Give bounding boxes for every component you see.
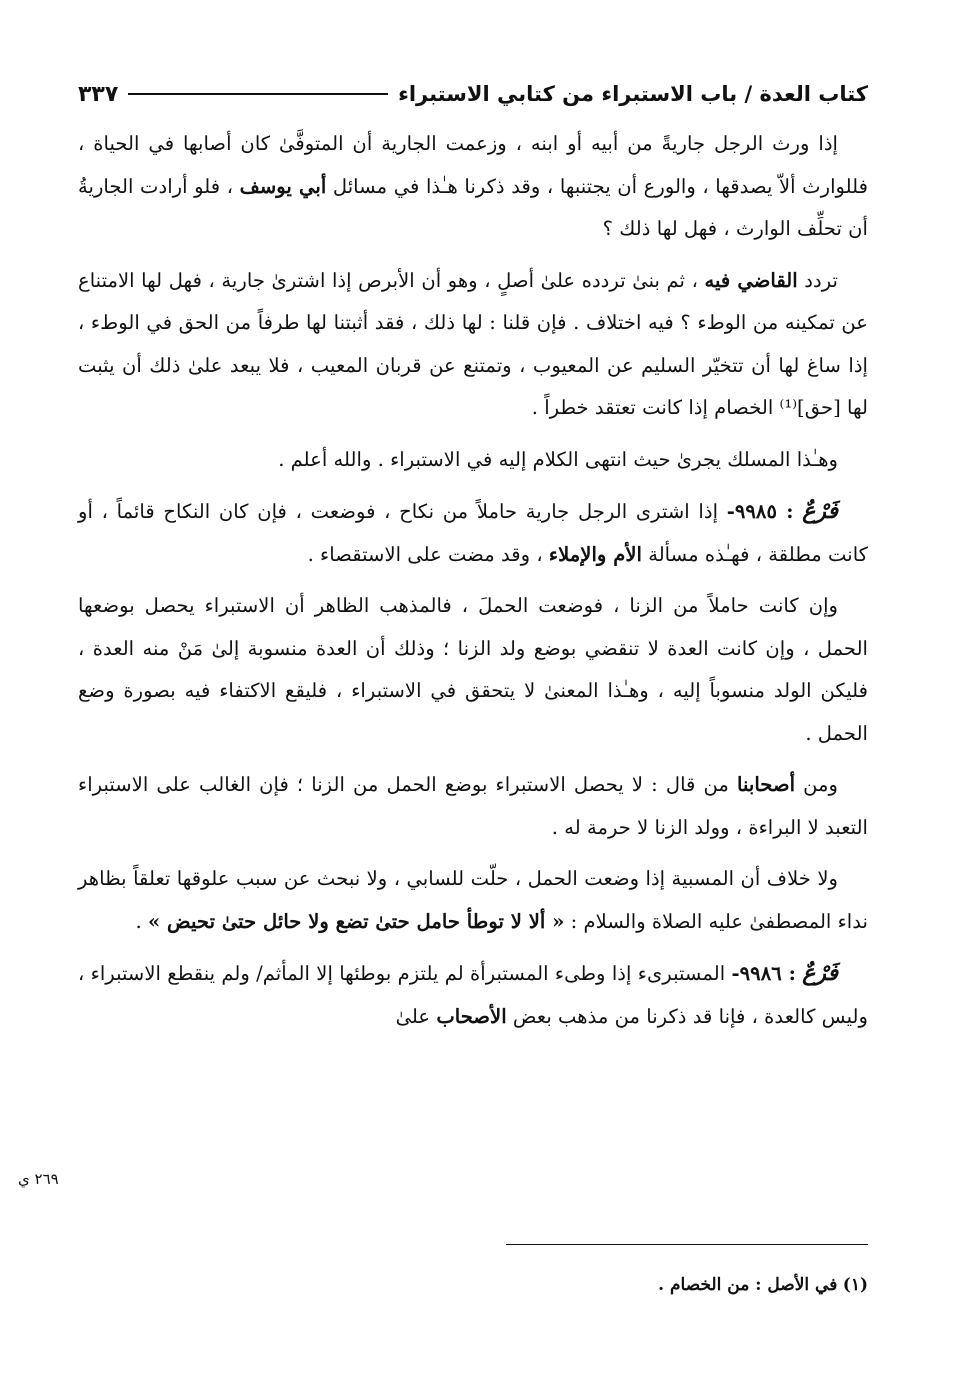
paragraph-8-end: علىٰ xyxy=(395,1004,431,1028)
paragraph-7-end: . xyxy=(135,909,142,933)
paragraph-4-bold: الأم والإملاء xyxy=(548,542,642,566)
footnote-text: في الأصل : من الخصام . xyxy=(658,1275,838,1295)
paragraph-2 xyxy=(78,260,868,430)
footnote xyxy=(658,1275,868,1295)
far-label: فَرْعٌ xyxy=(802,498,838,524)
paragraph-7 xyxy=(78,858,868,943)
far-label: فَرْعٌ xyxy=(802,960,839,986)
paragraph-1-text: إذا ورث الرجل جاريةً من أبيه أو ابنه ، وزعمت الجارية أن المتوفَّىٰ كان أصابها في الحياة ، فللوارث ألاّ يصدقها ، والورع أن يجتنبها ، وقد ذكرنا هـٰذا في مسائل xyxy=(78,132,868,198)
paragraph-1-end: ، فلو أرادت الجاريةُ أن تحلِّف الوارث ، فهل لها ذلك ؟ xyxy=(78,174,868,240)
paragraph-6 xyxy=(78,764,868,849)
paragraph-6-start: ومن xyxy=(803,773,839,796)
paragraph-2-bold: القاضي فيه xyxy=(704,268,798,292)
page-number: ٣٣٧ xyxy=(78,81,119,107)
header-rule xyxy=(128,93,388,95)
paragraph-4 xyxy=(78,490,868,576)
paragraph-1 xyxy=(78,123,868,251)
main-text xyxy=(78,123,868,1038)
paragraph-3-text: وهـٰذا المسلك يجرىٰ حيث انتهى الكلام إليه في الاستبراء . والله أعلم . xyxy=(278,447,838,471)
footnote-rule xyxy=(506,1244,868,1245)
paragraph-8-bold: الأصحاب xyxy=(436,1004,507,1028)
paragraph-4-text: إذا اشترى الرجل جارية حاملاً من نكاح ، فوضعت ، فإن كان النكاح قائماً ، أو كانت مطلقة ، فهـٰذه مسألة xyxy=(78,500,868,566)
paragraph-6-bold: أصحابنا xyxy=(737,773,796,796)
paragraph-8 xyxy=(78,952,868,1038)
paragraph-4-end: ، وقد مضت على الاستقصاء . xyxy=(307,542,543,566)
issue-number: : ٩٩٨٥- xyxy=(726,500,794,523)
book-page xyxy=(78,70,868,1047)
margin-manuscript-ref: ٢٦٩ ي xyxy=(18,1170,59,1188)
paragraph-2-start: تردد xyxy=(804,268,838,292)
paragraph-8-text: المستبرىء إذا وطىء المستبرأة لم يلتزم بوطئها إلا المأثم/ ولم ينقطع الاستبراء ، وليس كالعدة ، فإنا قد ذكرنا من مذهب بعض xyxy=(78,962,868,1028)
paragraph-6-end: من قال : لا يحصل الاستبراء بوضع الحمل من الزنا ؛ فإن الغالب على الاستبراء التعبد لا البراءة ، وولد الزنا لا حرمة له . xyxy=(78,773,868,839)
paragraph-3 xyxy=(78,439,868,482)
running-header xyxy=(78,70,868,118)
footnote-number: (١) xyxy=(842,1275,868,1295)
paragraph-5 xyxy=(78,585,868,755)
paragraph-1-bold: أبي يوسف xyxy=(239,174,327,198)
issue-number: : ٩٩٨٦- xyxy=(731,962,796,985)
hadith-quote: « ألا لا توطأ حامل حتىٰ تضع ولا حائل حتىٰ تحيض » xyxy=(147,909,565,933)
paragraph-7-text: ولا خلاف أن المسبية إذا وضعت الحمل ، حلّت للسابي ، ولا نبحث عن سبب علوقها تعلقاً بظاهر نداء المصطفىٰ عليه الصلاة والسلام : xyxy=(78,867,868,933)
header-title: كتاب العدة / باب الاستبراء من كتابي الاستبراء xyxy=(398,82,868,106)
paragraph-5-text: وإن كانت حاملاً من الزنا ، فوضعت الحملَ ، فالمذهب الظاهر أن الاستبراء يحصل بوضعها الحمل ، وإن كانت العدة لا تنقضي بوضع ولد الزنا ؛ وذلك أن العدة منسوبة إلىٰ مَنْ منه العدة ، فليكن الولد منسوباً إليه ، وهـٰذا المعنىٰ لا يتحقق في الاستبراء ، فليقع الاكتفاء فيه بصورة وضع الحمل . xyxy=(78,594,868,745)
paragraph-2-end: ، ثم بنىٰ تردده علىٰ أصلٍ ، وهو أن الأبرص إذا اشترىٰ جارية ، فهل لها الامتناع عن تمكينه من الوطء ؟ فيه اختلاف . فإن قلنا : لها ذلك ، فقد أثبتنا لها طرفاً من الحق في الوطء ، إذا ساغ لها أن تتخيّر السليم عن المعيوب ، وتمتنع عن قربان المعيب ، فلا يبعد علىٰ ذلك أن يثبت لها [حق]⁽¹⁾ الخصام إذا كانت تعتقد خطراً . xyxy=(78,268,868,419)
